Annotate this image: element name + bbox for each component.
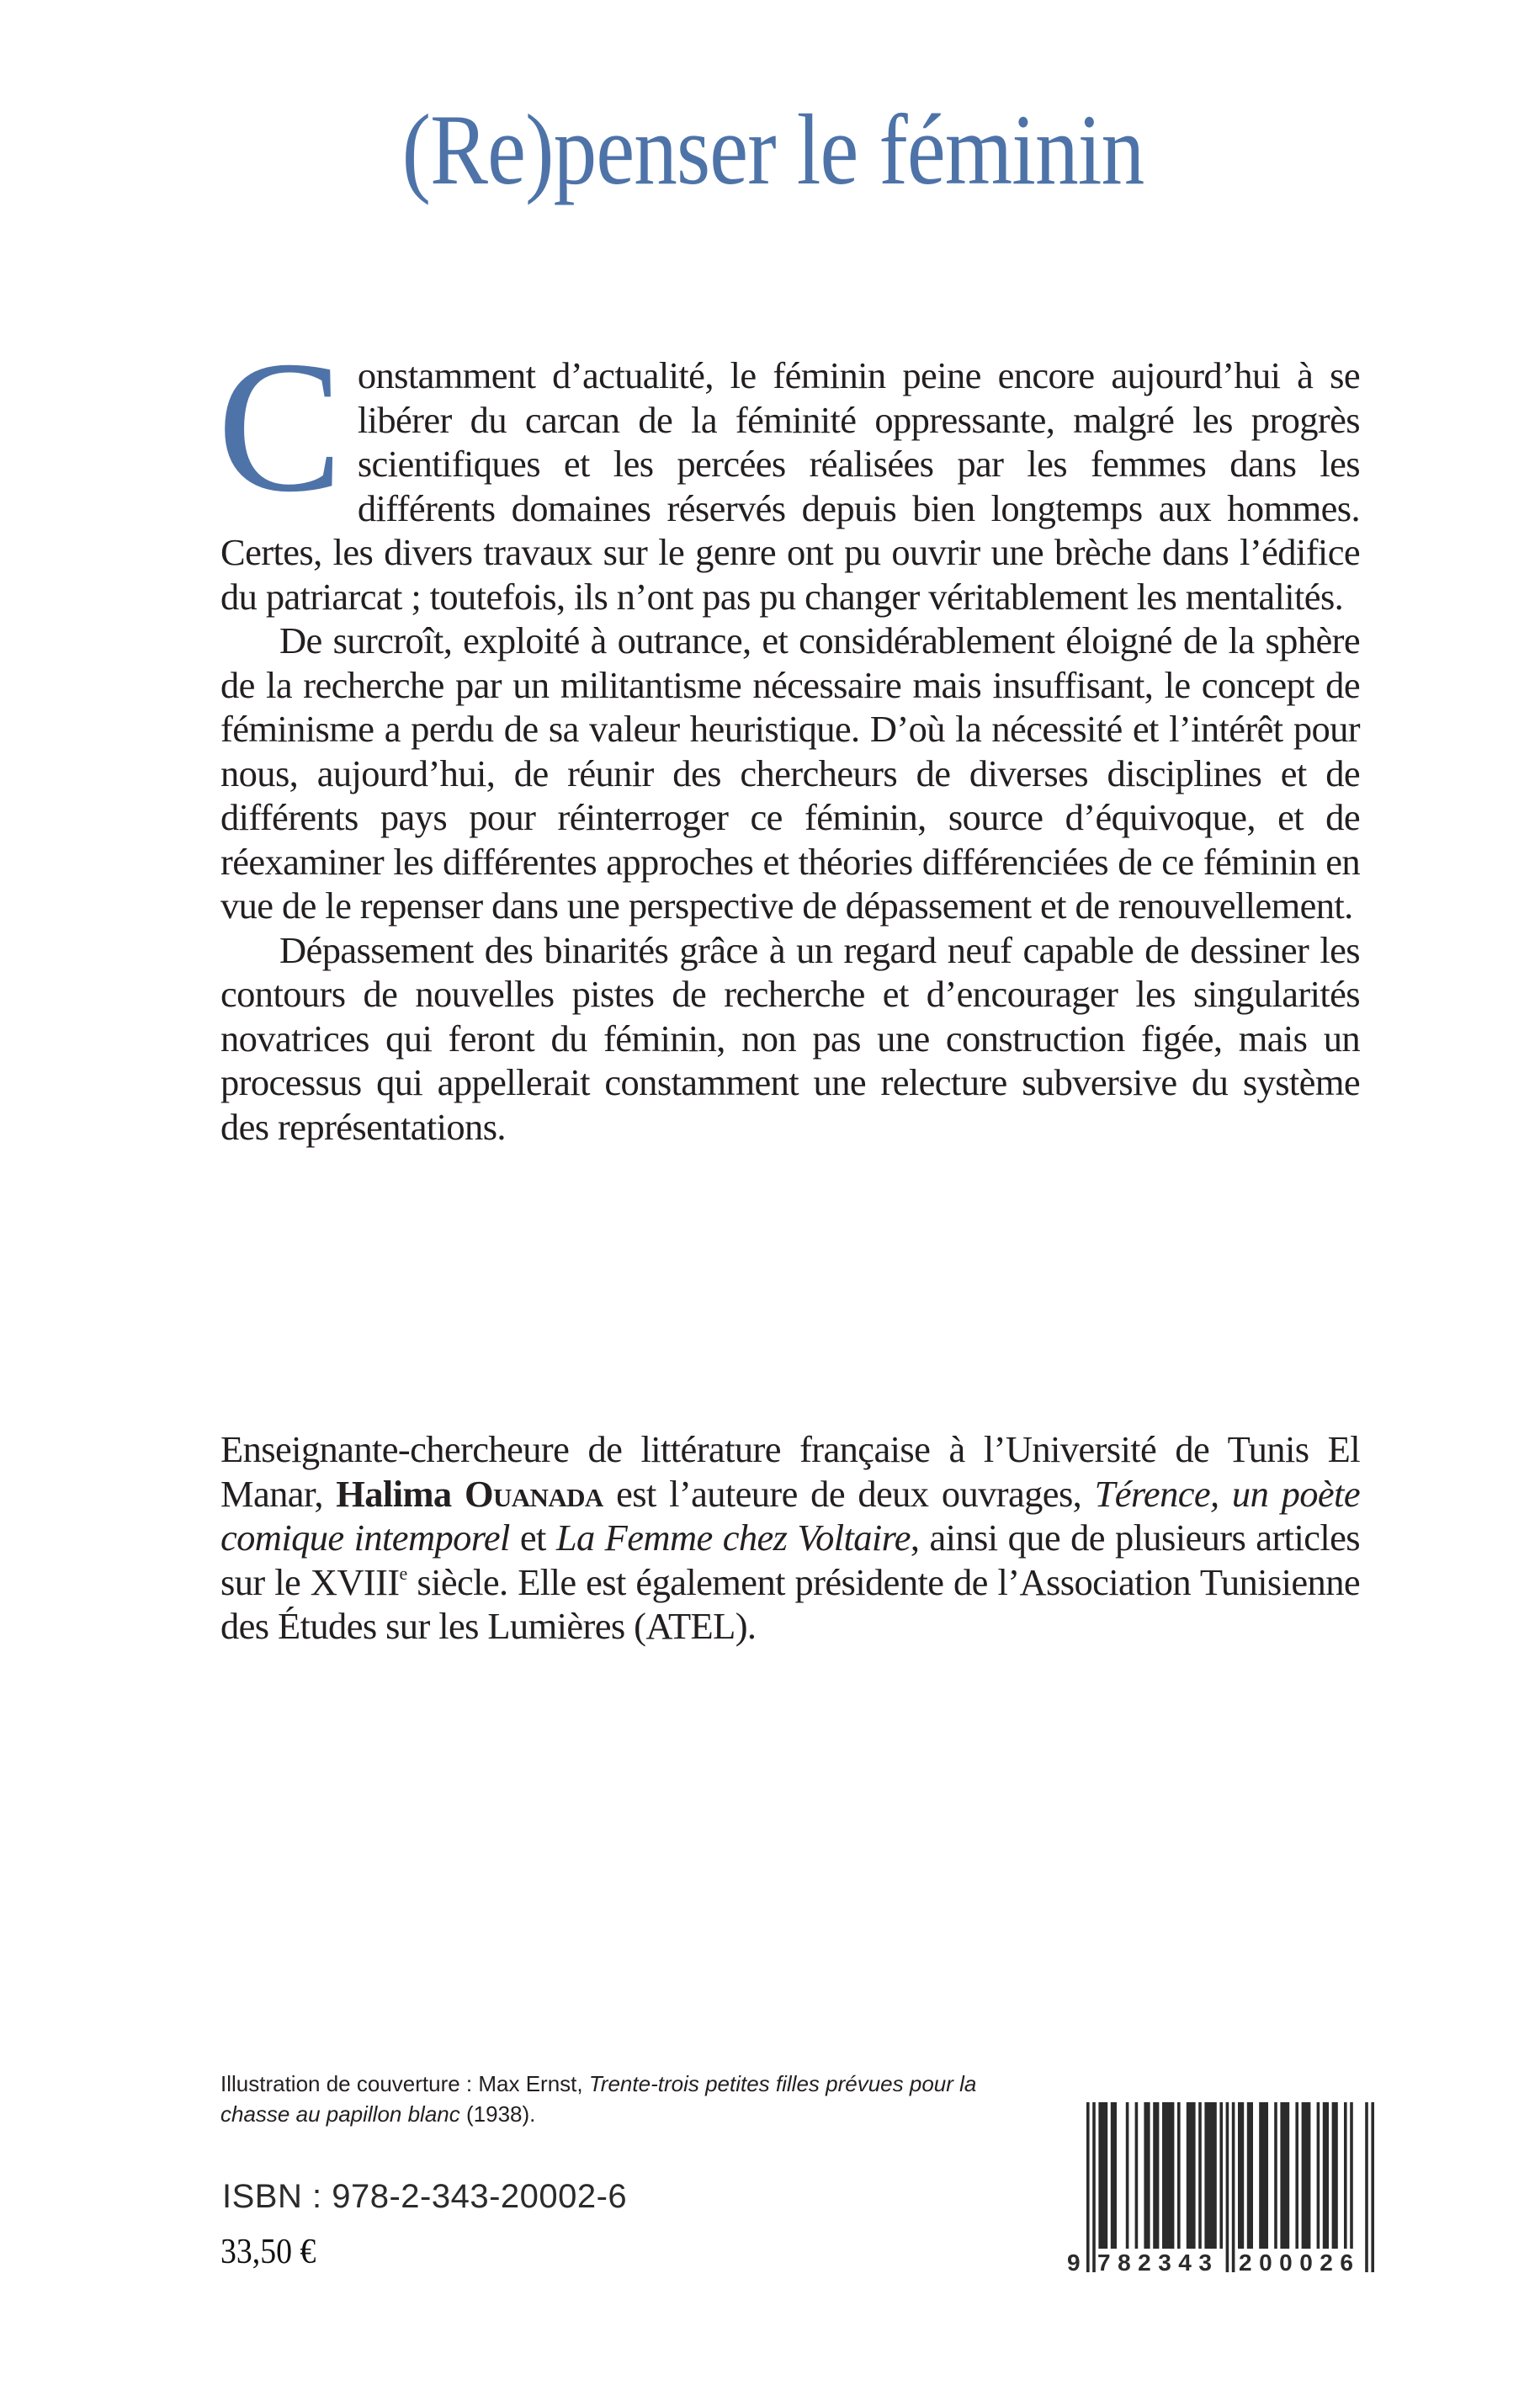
price: 33,50 €	[220, 2233, 316, 2271]
barcode-bar	[1323, 2102, 1329, 2249]
barcode-bar	[1177, 2102, 1181, 2249]
blurb-paragraph-2: De surcroît, exploité à outrance, et considérablement éloigné de la sphère de la recherche par un militantisme nécessaire mais insuffisant, le concept de féminisme a perdu de sa valeur heuristique. D’où la nécessité et l’intérêt pour nous, aujourd’hui, de réunir des chercheurs de diverses disciplines et de différents pays pour réinterroger ce féminin, source d’équivoque, et de réexaminer les différentes approches et théories différenciées de ce féminin en vue de le repenser dans une perspective de dépassement et de renouvellement.	[220, 619, 1360, 927]
century-superscript: e	[399, 1562, 407, 1584]
barcode-bar	[1187, 2102, 1196, 2249]
blurb-paragraph-1	[217, 322, 1360, 619]
barcode-bar	[1247, 2102, 1253, 2249]
author-bio	[220, 1427, 1360, 1649]
isbn: ISBN : 978-2-343-20002-6	[222, 2178, 628, 2215]
bio-text-4: , ainsi que de plusieurs articles sur le XVIII	[220, 1517, 1360, 1603]
credit-prefix: Illustration de couverture : Max Ernst,	[220, 2071, 589, 2096]
barcode-bar	[1092, 2102, 1096, 2272]
bio-text-5: siècle. Elle est également présidente de l’Association Tunisienne des Études sur les Lumières (ATEL).	[220, 1560, 1360, 1647]
barcode-bar	[1350, 2102, 1353, 2249]
barcode-graphic	[1052, 2099, 1389, 2277]
barcode-bar	[1295, 2102, 1298, 2249]
author-bio-text	[220, 1427, 1360, 1649]
barcode-bar	[1232, 2102, 1235, 2272]
bio-text-1: Enseignante-chercheure de littérature française à l’Université de Tunis El Manar,	[220, 1428, 1360, 1515]
drop-cap: C	[217, 322, 343, 531]
barcode-bar	[1162, 2102, 1174, 2249]
credit-artwork-title: Trente-trois petites filles prévues pour la chasse au papillon blanc	[220, 2071, 977, 2127]
barcode-bar	[1317, 2102, 1320, 2249]
isbn-barcode	[1052, 2099, 1389, 2277]
bio-text-2: est l’auteure de deux ouvrages,	[603, 1472, 1095, 1515]
barcode-bar	[1198, 2102, 1202, 2249]
barcode-bar	[1371, 2102, 1374, 2272]
barcode-bar	[1204, 2102, 1216, 2249]
barcode-first-digit: 9	[1067, 2250, 1081, 2276]
barcode-left-group: 782343	[1097, 2250, 1219, 2276]
bio-text-3: et	[509, 1517, 556, 1559]
blurb-paragraph-3: Dépassement des binarités grâce à un regard neuf capable de dessiner les contours de nouvelles pistes de recherche et d’encourager les singularités novatrices qui feront du féminin, non pas une construction figée, mais un processus qui appellerait constamment une relecture subversive du système des représentations.	[220, 928, 1360, 1148]
credit-year: (1938).	[459, 2101, 536, 2127]
barcode-bar	[1332, 2102, 1338, 2249]
book-title: (Re)penser le féminin	[401, 93, 1144, 205]
barcode-bar	[1344, 2102, 1347, 2249]
cover-illustration-credit	[220, 2069, 978, 2129]
barcode-bar	[1153, 2102, 1159, 2249]
barcode-bar	[1226, 2102, 1229, 2272]
barcode-bar	[1302, 2102, 1311, 2249]
author-last-name: Ouanada	[464, 1472, 603, 1515]
author-first-name: Halima	[336, 1472, 465, 1515]
barcode-bar	[1274, 2102, 1277, 2249]
barcode-bar	[1144, 2102, 1150, 2249]
barcode-bar	[1086, 2102, 1090, 2272]
book-title-1: Térence, un poète comique intemporel	[220, 1472, 1360, 1559]
barcode-bar	[1259, 2102, 1268, 2249]
barcode-right-group: 200026	[1239, 2250, 1361, 2276]
barcode-bar	[1135, 2102, 1139, 2249]
barcode-bar	[1111, 2102, 1117, 2249]
barcode-bar	[1238, 2102, 1244, 2249]
barcode-bar	[1365, 2102, 1368, 2272]
barcode-bar	[1280, 2102, 1289, 2249]
blurb	[217, 322, 1360, 1149]
blurb-paragraph-1-text: onstamment d’actualité, le féminin peine encore aujourd’hui à se libérer du carcan de la féminité oppressante, malgré les progrès scientifiques et les percées réalisées par les femmes dans les différents domaines réservés depuis bien longtemps aux hommes. Certes, les divers travaux sur le genre ont pu ouvrir une brèche dans l’édifice du patriarcat ; toutefois, ils n’ont pas pu changer véritablement les mentalités.	[220, 354, 1360, 618]
barcode-bar	[1126, 2102, 1129, 2249]
barcode-bar	[1098, 2102, 1107, 2249]
book-title-2: La Femme chez Voltaire	[555, 1517, 911, 1559]
barcode-bar	[1219, 2102, 1223, 2249]
